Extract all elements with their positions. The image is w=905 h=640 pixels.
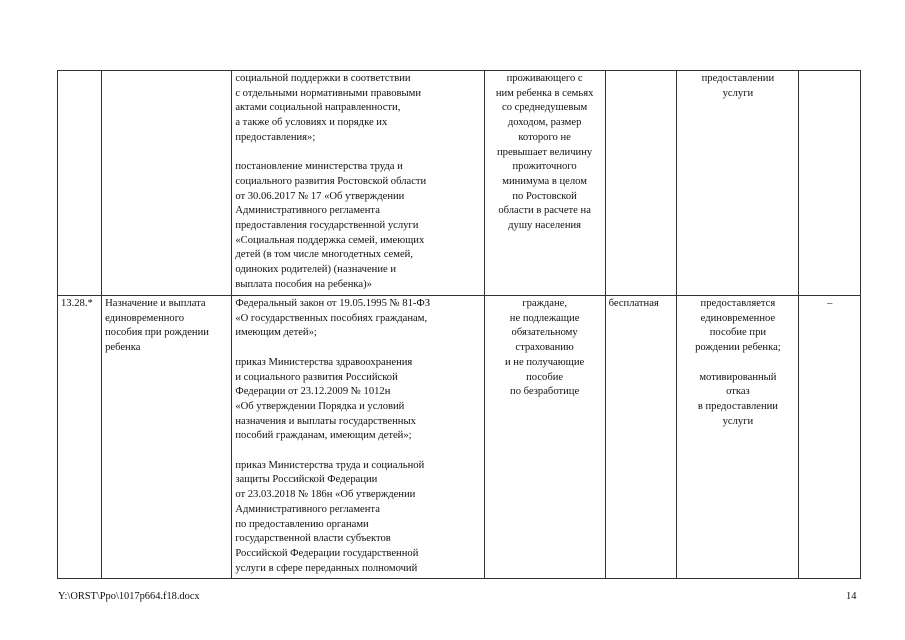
row1-recipients-line: которого не (518, 131, 571, 143)
row1-docs-line: актами социальной направленности, (235, 102, 401, 114)
row2-fee-cell: бесплатная (605, 296, 677, 579)
row2-docs-line: государственной власти субъектов (235, 533, 391, 545)
row1-recipients-line: доходом, размер (507, 117, 582, 129)
row1-result-line: предоставлении (701, 73, 775, 84)
row1-docs-line: постановление министерства труда и (235, 161, 403, 173)
row2-recipients-line: не подлежащие (509, 312, 580, 324)
row1-docs-line: одиноких родителей) (назначение и (235, 264, 397, 276)
row2-name-line: ребенка (105, 342, 141, 354)
row1-docs-line: а также об условиях и порядке их (235, 117, 388, 129)
row2-docs-line: защиты Российской Федерации (235, 474, 378, 486)
row2-docs-line: «О государственных пособиях гражданам, (235, 312, 428, 324)
row2-recipients-cell (484, 296, 605, 579)
row2-docs-line: Федеральный закон от 19.05.1995 № 81-ФЗ (235, 298, 431, 309)
row1-recipients-line: проживающего с (506, 73, 583, 84)
row1-recipients-line: душу населения (508, 220, 582, 232)
row1-recipients-line: ним ребенка в семьях (495, 87, 594, 99)
row2-docs-line: приказ Министерства труда и социальной (235, 459, 425, 471)
row2-docs-line (235, 341, 480, 356)
row2-recipients-line: граждане, (522, 298, 567, 309)
row1-docs-line: с отдельными нормативными правовыми (235, 87, 422, 99)
row2-name-line: единовременного (105, 312, 185, 324)
row1-recipients-line: превышает величину (497, 146, 593, 158)
row1-docs-cell (232, 71, 484, 296)
row1-docs-line: выплата пособия на ребенка)» (235, 278, 372, 290)
row2-recipients-line: страхованию (515, 342, 574, 354)
services-table (57, 70, 861, 579)
row2-docs-line: приказ Министерства здравоохранения (235, 356, 413, 368)
row1-recipients-cell (484, 71, 605, 296)
table-row (58, 71, 861, 296)
row2-name-cell (102, 296, 232, 579)
row2-result-line: единовременное (700, 312, 776, 324)
row1-recipients-line: по Ростовской (512, 190, 577, 202)
row2-docs-line: имеющим детей»; (235, 327, 317, 339)
row1-result-cell (677, 71, 799, 296)
row2-recipients-line: пособие (526, 371, 564, 383)
row1-recipients-line: области в расчете на (498, 205, 591, 217)
row1-fee-cell (605, 71, 677, 296)
row1-docs-line: детей (в том числе многодетных семей, (235, 249, 413, 261)
footer-page-number: 14 (846, 591, 857, 602)
row2-docs-line: Федерации от 23.12.2009 № 1012н (235, 386, 391, 398)
row2-docs-line: «Об утверждении Порядка и условий (235, 400, 405, 412)
row2-docs-line: Административного регламента (235, 503, 380, 515)
row1-docs-line: от 30.06.2017 № 17 «Об утверждении (235, 190, 405, 202)
row1-docs-line: социального развития Ростовской области (235, 175, 427, 187)
row1-docs-line (235, 146, 480, 161)
row2-result-line: рождении ребенка; (695, 342, 781, 354)
row2-result-line (680, 356, 795, 371)
footer-file-path: Y:\ORST\Ppo\1017p664.f18.docx (58, 591, 200, 602)
row2-docs-line: пособий гражданам, имеющим детей»; (235, 430, 412, 442)
row2-recipients-line: и не получающие (504, 356, 585, 368)
row1-recipients-line: прожиточного (512, 161, 577, 173)
row1-recipients-line: со среднедушевым (502, 102, 588, 114)
row2-result-line: мотивированный (699, 371, 777, 383)
row1-recipients-line: минимума в целом (502, 175, 587, 187)
table-row (58, 296, 861, 579)
row2-docs-line: по предоставлению органами (235, 518, 369, 530)
row1-docs-line: предоставления государственной услуги (235, 220, 419, 232)
row2-recipients-line: по безработице (510, 386, 580, 398)
row1-docs-line: Административного регламента (235, 205, 380, 217)
row2-note-cell: – (799, 296, 861, 579)
row1-docs-line: предоставления»; (235, 131, 316, 143)
row2-name-line: пособия при рождении (105, 327, 209, 339)
row1-docs-line: «Социальная поддержка семей, имеющих (235, 234, 425, 246)
row2-name-line: Назначение и выплата (105, 298, 206, 309)
row1-docs-line: социальной поддержки в соответствии (235, 73, 411, 84)
row2-result-line: услуги (722, 415, 754, 427)
row2-docs-line (235, 444, 480, 459)
row1-number-cell (58, 71, 102, 296)
row2-result-line: отказ (726, 386, 750, 398)
row2-docs-line: от 23.03.2018 № 186н «Об утверждении (235, 489, 416, 501)
row2-result-line: предоставляется (700, 298, 776, 309)
row2-result-line: в предоставлении (697, 400, 778, 412)
row1-result-line: услуги (722, 87, 754, 99)
row1-note-cell (799, 71, 861, 296)
row1-name-cell (102, 71, 232, 296)
row2-result-cell (677, 296, 799, 579)
row2-docs-line: услуги в сфере переданных полномочий (235, 562, 418, 574)
row2-docs-cell (232, 296, 484, 579)
row2-result-line: пособие при (709, 327, 767, 339)
row2-docs-line: назначения и выплаты государственных (235, 415, 416, 427)
row2-docs-line: и социального развития Российской (235, 371, 398, 383)
row2-docs-line: Российской Федерации государственной (235, 547, 419, 559)
row2-number-cell: 13.28.* (58, 296, 102, 579)
row2-recipients-line: обязательному (511, 327, 578, 339)
